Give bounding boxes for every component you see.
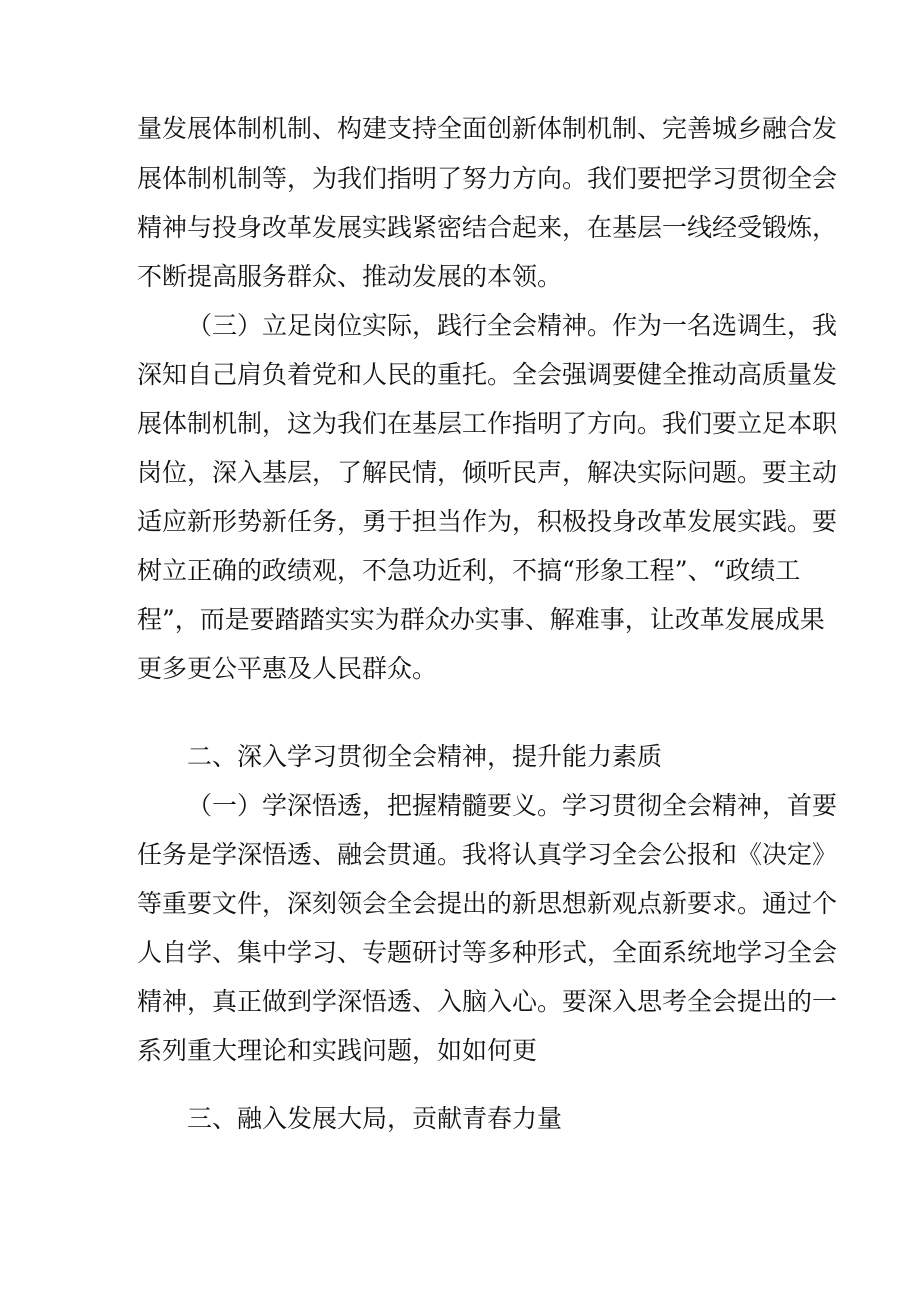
paragraph-2-line-1: （三）立足岗位实际，践行全会精神。作为一名选调生，我 [187, 311, 838, 340]
section-3-heading: 三、融入发展大局，贡献青春力量 [187, 1104, 563, 1133]
section-2-paragraph-line-6: 系列重大理论和实践问题，如如何更 [137, 1036, 538, 1065]
section-2-paragraph-line-2: 任务是学深悟透、融会贯通。我将认真学习全会公报和《决定》 [137, 840, 838, 869]
section-2-paragraph-line-3: 等重要文件，深刻领会全会提出的新思想新观点新要求。通过个 [137, 889, 838, 918]
section-2-paragraph-line-1: （一）学深悟透，把握精髓要义。学习贯彻全会精神，首要 [187, 791, 838, 820]
paragraph-2-line-8: 更多更公平惠及人民群众。 [137, 654, 438, 683]
paragraph-1-line-2: 展体制机制等，为我们指明了努力方向。我们要把学习贯彻全会 [137, 164, 838, 193]
paragraph-2-line-4: 岗位，深入基层，了解民情，倾听民声，解决实际问题。要主动 [137, 458, 838, 487]
paragraph-2-line-5: 适应新形势新任务，勇于担当作为，积极投身改革发展实践。要 [137, 507, 838, 536]
paragraph-2-line-6: 树立正确的政绩观，不急功近利，不搞“形象工程”、“政绩工 [137, 556, 801, 585]
paragraph-2-line-2: 深知自己肩负着党和人民的重托。全会强调要健全推动高质量发 [137, 360, 838, 389]
section-2-heading: 二、深入学习贯彻全会精神，提升能力素质 [187, 742, 663, 771]
section-2-paragraph-line-4: 人自学、集中学习、专题研讨等多种形式，全面系统地学习全会 [137, 938, 838, 967]
paragraph-1-line-4: 不断提高服务群众、推动发展的本领。 [137, 262, 563, 291]
paragraph-1-line-3: 精神与投身改革发展实践紧密结合起来，在基层一线经受锻炼， [137, 213, 838, 242]
paragraph-2-line-7: 程”，而是要踏踏实实为群众办实事、解难事，让改革发展成果 [137, 605, 825, 634]
paragraph-2-line-3: 展体制机制，这为我们在基层工作指明了方向。我们要立足本职 [137, 409, 838, 438]
section-2-paragraph-line-5: 精神，真正做到学深悟透、入脑入心。要深入思考全会提出的一 [137, 987, 838, 1016]
paragraph-1-line-1: 量发展体制机制、构建支持全面创新体制机制、完善城乡融合发 [137, 114, 838, 143]
